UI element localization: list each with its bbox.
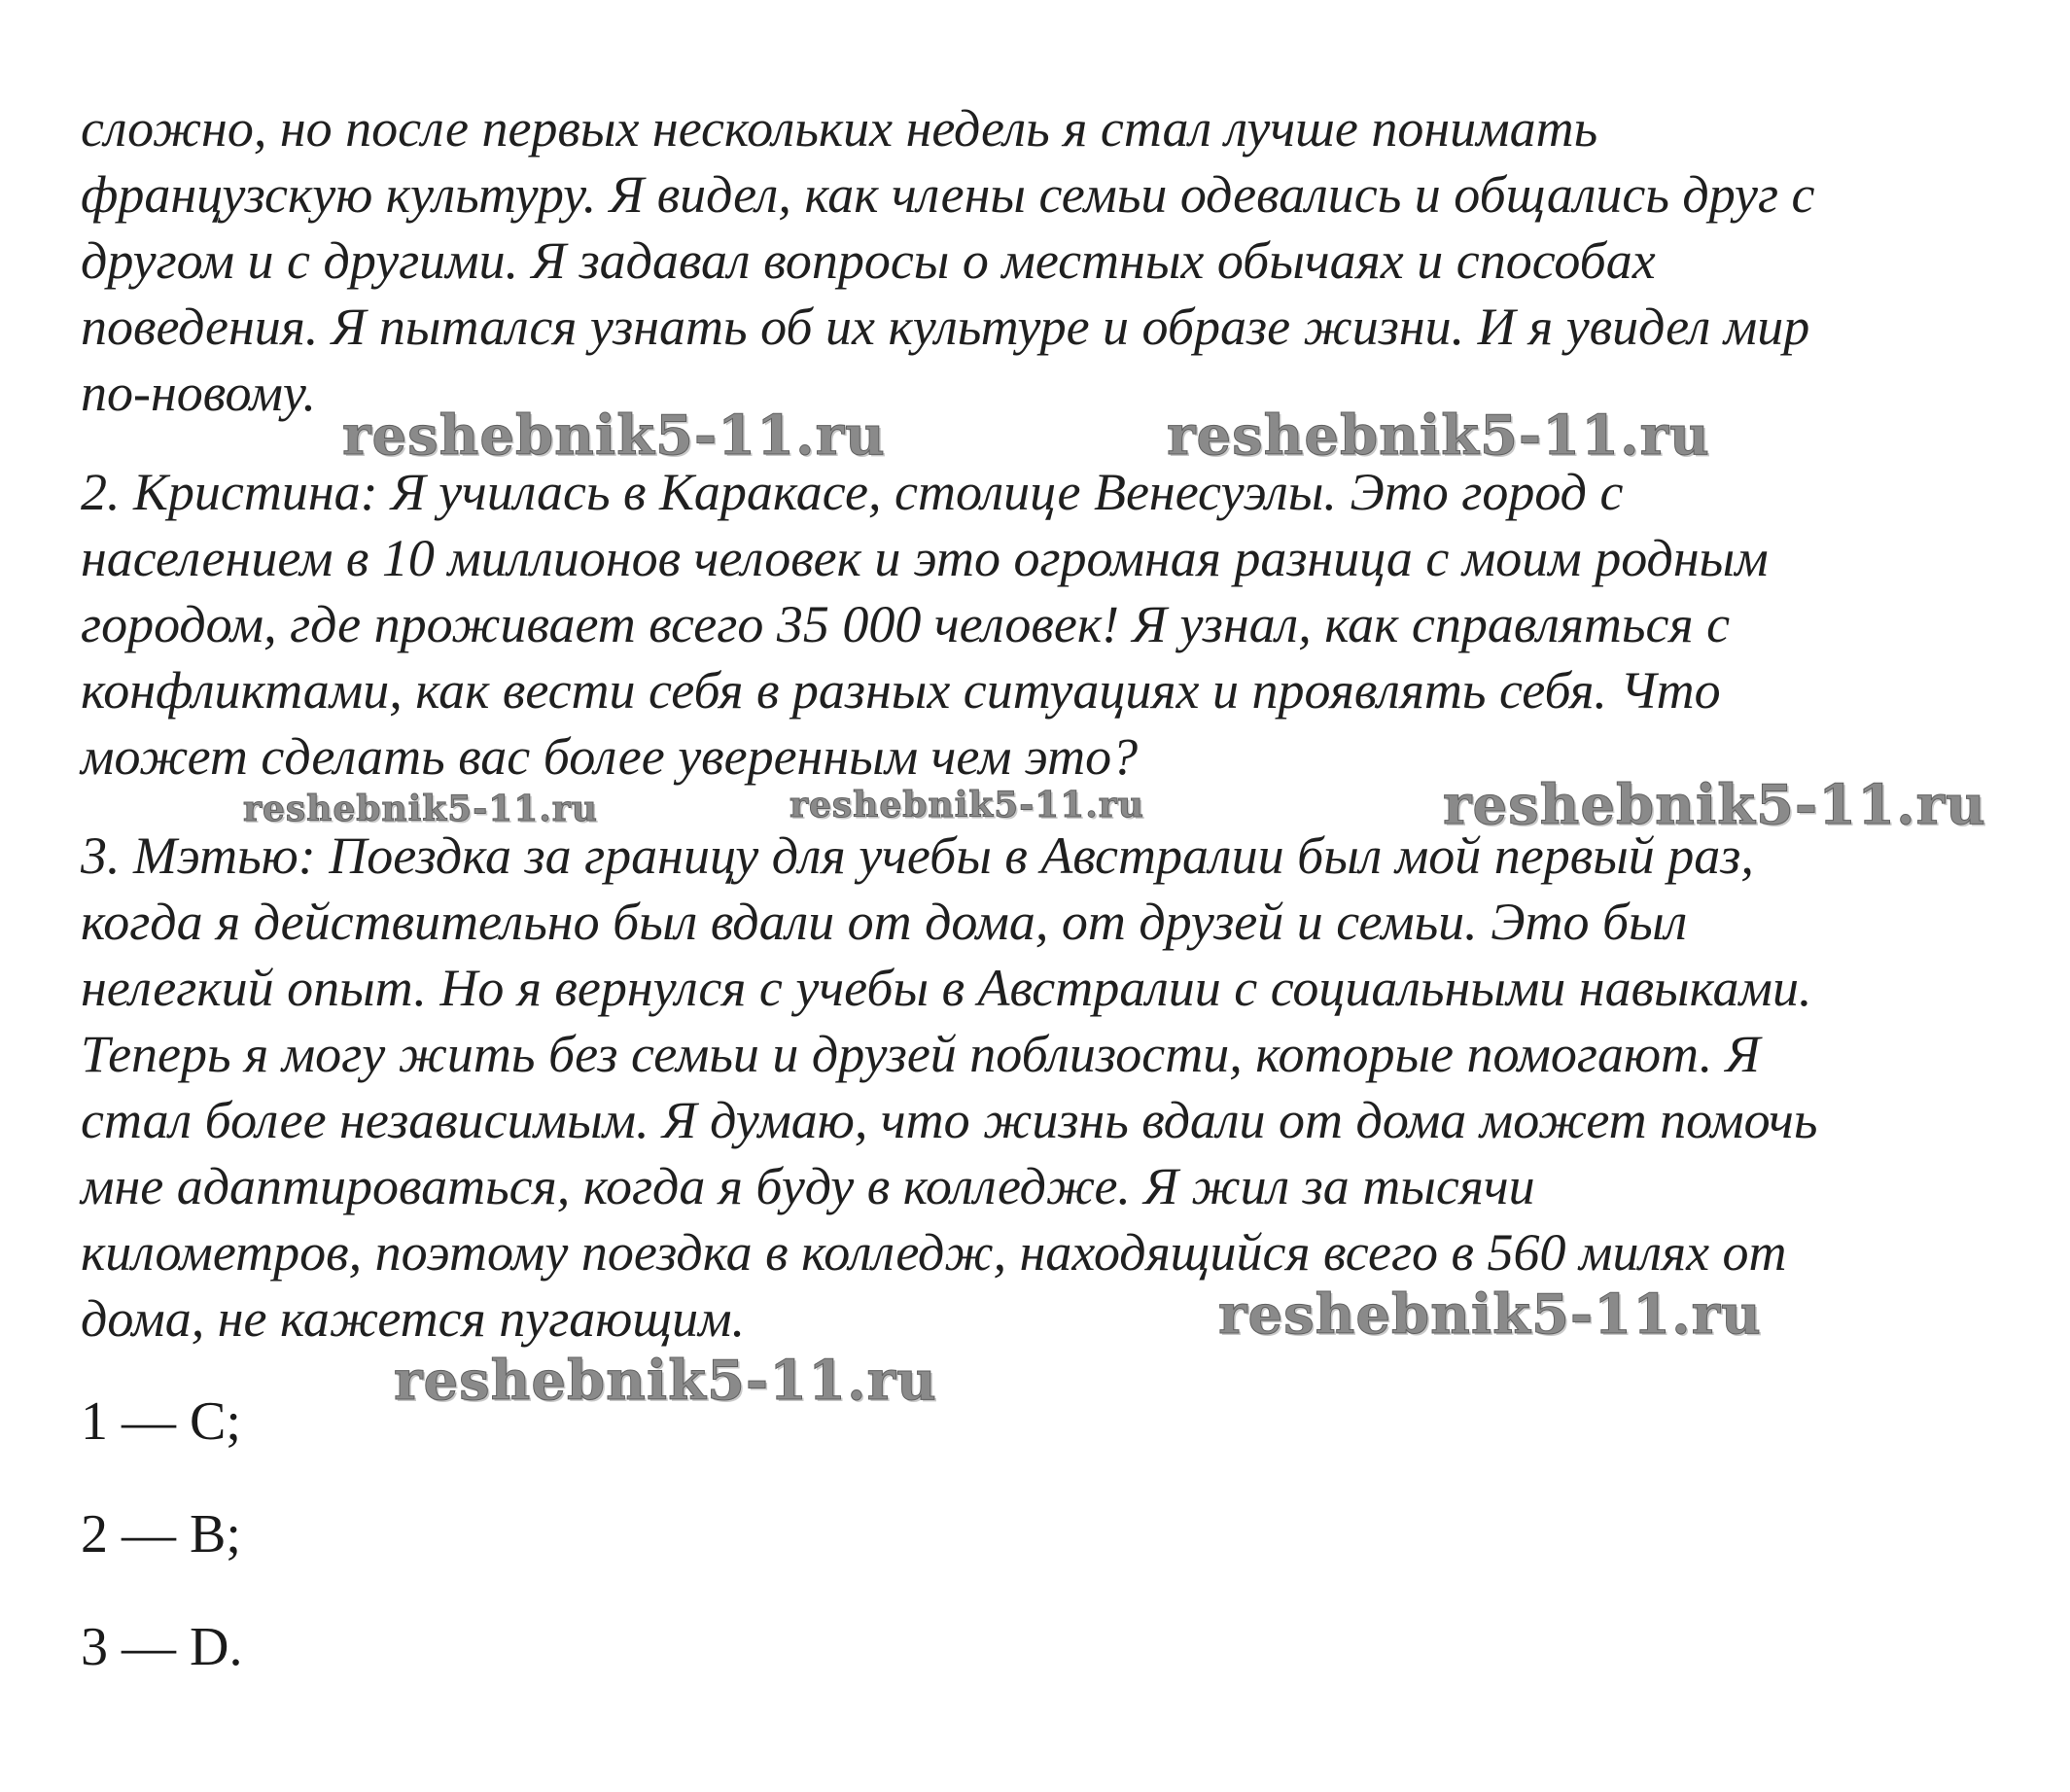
text-line: нелегкий опыт. Но я вернулся с учебы в Австралии с социальными навыками. — [81, 959, 1812, 1017]
text-line: дома, не кажется пугающим. — [81, 1289, 746, 1348]
text-line: может сделать вас более уверенным чем это? — [81, 727, 1139, 786]
watermark: reshebnik5-11.ru — [394, 1349, 937, 1413]
watermark: reshebnik5-11.ru — [1167, 404, 1710, 468]
watermark: reshebnik5-11.ru — [243, 789, 598, 829]
text-line: конфликтами, как вести себя в разных ситуациях и проявлять себя. Что — [81, 661, 1721, 720]
watermark: reshebnik5-11.ru — [1443, 773, 1986, 837]
text-line: сложно, но после первых нескольких недель я стал лучше понимать — [81, 99, 1598, 158]
watermark: reshebnik5-11.ru — [789, 785, 1144, 826]
answer-3: 3 — D. — [81, 1617, 243, 1677]
text-line: поведения. Я пытался узнать об их культуре и образе жизни. И я увидел мир — [81, 298, 1810, 356]
text-line: когда я действительно был вдали от дома, от друзей и семьи. Это был — [81, 893, 1688, 951]
text-line: французскую культуру. Я видел, как члены семьи одевались и общались друг с — [81, 165, 1815, 224]
watermark: reshebnik5-11.ru — [1218, 1283, 1762, 1347]
text-line: Теперь я могу жить без семьи и друзей поблизости, которые помогают. Я — [81, 1025, 1761, 1083]
answer-2: 2 — B; — [81, 1504, 241, 1564]
watermark: reshebnik5-11.ru — [342, 404, 886, 468]
text-line: мне адаптироваться, когда я буду в колледже. Я жил за тысячи — [81, 1157, 1535, 1215]
text-line: другом и с другими. Я задавал вопросы о местных обычаях и способах — [81, 231, 1656, 290]
text-line: 3. Мэтью: Поездка за границу для учебы в Австралии был мой первый раз, — [81, 826, 1754, 885]
paragraph-2-kristina — [81, 459, 2025, 790]
text-line: стал более независимым. Я думаю, что жизнь вдали от дома может помочь — [81, 1091, 1818, 1149]
text-line: километров, поэтому поездка в колледж, находящийся всего в 560 милях от — [81, 1223, 1787, 1282]
text-line: городом, где проживает всего 35 000 человек! Я узнал, как справляться с — [81, 595, 1731, 653]
text-line: по-новому. — [81, 364, 316, 422]
paragraph-3-matthew — [81, 823, 2025, 1352]
text-line: населением в 10 миллионов человек и это огромная разница с моим родным — [81, 529, 1769, 587]
paragraph-1 — [81, 95, 2025, 426]
text-line: 2. Кристина: Я училась в Каракасе, столице Венесуэлы. Это город с — [81, 463, 1624, 521]
answer-1: 1 — C; — [81, 1391, 241, 1452]
